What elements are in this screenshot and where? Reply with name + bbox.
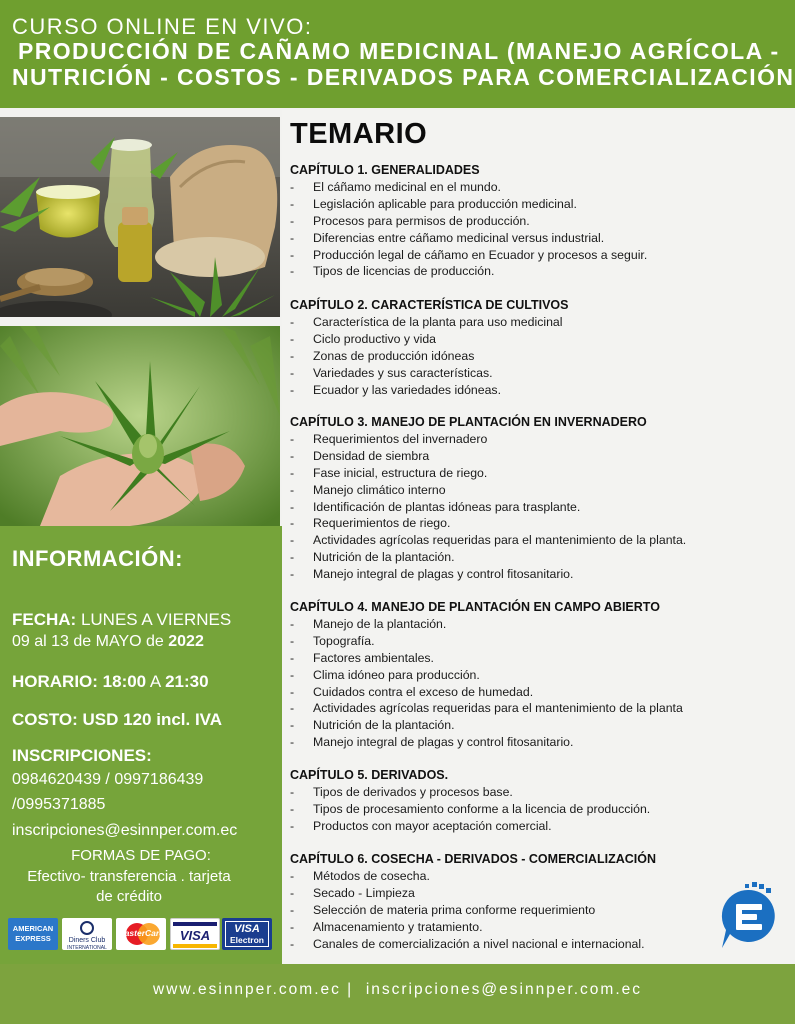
diners-line2: INTERNATIONAL: [67, 945, 107, 950]
topic-item: - Canales de comercialización a nivel nacional e internacional.: [290, 936, 790, 953]
hemp-oil-photo: [0, 117, 280, 317]
header-banner: [0, 0, 795, 108]
footer-contact-text: www.esinnper.com.ec | inscripciones@esinnper.com.ec: [152, 981, 643, 998]
fecha-dates-prefix: 09 al 13 de MAYO de: [12, 633, 169, 650]
topic-item: - Topografía.: [290, 633, 790, 650]
topic-item: - Almacenamiento y tratamiento.: [290, 919, 790, 936]
fecha-label: FECHA:: [12, 610, 77, 629]
topic-item: - Legislación aplicable para producción medicinal.: [290, 196, 790, 213]
fecha-year: 2022: [168, 633, 204, 650]
topic-item: - Clima idóneo para producción.: [290, 667, 790, 684]
topic-item: - Manejo integral de plagas y control fitosanitario.: [290, 734, 790, 751]
topic-item: - Tipos de derivados y procesos base.: [290, 784, 790, 801]
chapter-title: CAPÍTULO 2. CARACTERÍSTICA DE CULTIVOS: [290, 298, 569, 312]
topic-item: - Densidad de siembra: [290, 448, 790, 465]
topic-item: - Zonas de producción idóneas: [290, 348, 790, 365]
topic-item: - Productos con mayor aceptación comercial.: [290, 818, 790, 835]
topic-item: - Manejo de la plantación.: [290, 616, 790, 633]
topic-item: - Selección de materia prima conforme requerimiento: [290, 902, 790, 919]
topic-item: - Tipos de procesamiento conforme a la licencia de producción.: [290, 801, 790, 818]
inscripciones-label: INSCRIPCIONES:: [12, 746, 152, 765]
amex-line1: AMERICAN: [12, 924, 54, 933]
hemp-plant-hands-photo: [0, 326, 280, 526]
info-title: INFORMACIÓN:: [12, 546, 183, 571]
topic-item: - Actividades agrícolas requeridas para el mantenimiento de la planta.: [290, 532, 790, 549]
topic-item: - Factores ambientales.: [290, 650, 790, 667]
topic-item: - Identificación de plantas idóneas para trasplante.: [290, 499, 790, 516]
footer-bar: [0, 964, 795, 1024]
chapter-title: CAPÍTULO 1. GENERALIDADES: [290, 163, 480, 177]
course-title-line2: NUTRICIÓN - COSTOS - DERIVADOS PARA COMERCIALIZACIÓN: [12, 64, 795, 90]
payment-methods-line-1: Efectivo- transferencia . tarjeta: [27, 868, 231, 885]
chapter-2: [290, 297, 790, 398]
topic-item: - Cuidados contra el exceso de humedad.: [290, 684, 790, 701]
topic-item: - Ecuador y las variedades idóneas.: [290, 382, 790, 399]
fecha-line: [12, 610, 231, 630]
info-panel: [0, 526, 282, 964]
course-title-line1: PRODUCCIÓN DE CAÑAMO MEDICINAL (MANEJO AGRÍCOLA -: [18, 38, 780, 64]
topic-item: - Manejo integral de plagas y control fitosanitario.: [290, 566, 790, 583]
email-text: inscripciones@esinnper.com.ec: [12, 822, 238, 839]
horario-line: [12, 672, 209, 692]
course-type: CURSO ONLINE EN VIVO:: [12, 14, 313, 39]
payment-cards: [8, 916, 274, 952]
phone-line-2: /0995371885: [12, 796, 106, 813]
topic-item: - Secado - Limpieza: [290, 885, 790, 902]
electron-line2: Electron: [229, 935, 264, 945]
topic-item: - Nutrición de la plantación.: [290, 549, 790, 566]
diners-card-icon: [62, 918, 112, 950]
chapter-title: CAPÍTULO 3. MANEJO DE PLANTACIÓN EN INVERNADERO: [290, 415, 647, 429]
topic-item: - Manejo climático interno: [290, 482, 790, 499]
formas-de-pago-label: FORMAS DE PAGO:: [71, 847, 211, 864]
topic-item: - Variedades y sus características.: [290, 365, 790, 382]
chapter-title: CAPÍTULO 6. COSECHA - DERIVADOS - COMERCIALIZACIÓN: [290, 852, 656, 866]
topic-item: - Producción legal de cáñamo en Ecuador y procesos a seguir.: [290, 247, 790, 264]
fecha-value: LUNES A VIERNES: [76, 610, 232, 629]
costo-line: COSTO: USD 120 incl. IVA: [12, 710, 223, 729]
mastercard-card-icon: [116, 918, 166, 950]
topic-item: - Característica de la planta para uso medicinal: [290, 314, 790, 331]
visa-card-icon: [170, 918, 220, 950]
fecha-dates: [12, 633, 204, 651]
chapter-6: [290, 851, 790, 952]
temario-panel: [282, 110, 795, 964]
amex-line2: EXPRESS: [15, 934, 51, 943]
chapter-title: CAPÍTULO 4. MANEJO DE PLANTACIÓN EN CAMPO ABIERTO: [290, 600, 660, 614]
topic-item: - Métodos de cosecha.: [290, 868, 790, 885]
chapter-title: CAPÍTULO 5. DERIVADOS.: [290, 768, 449, 782]
topic-item: - Actividades agrícolas requeridas para el mantenimiento de la planta: [290, 700, 790, 717]
chapter-4: [290, 599, 790, 751]
topic-item: - Ciclo productivo y vida: [290, 331, 790, 348]
mastercard-label: MasterCard: [117, 928, 165, 938]
chapter-5: [290, 767, 790, 835]
horario-label: HORARIO: 18:00: [12, 672, 147, 691]
topic-item: - Requerimientos de riego.: [290, 515, 790, 532]
horario-sep: A: [146, 672, 166, 691]
esinnper-logo-icon: [716, 882, 780, 952]
amex-card-icon: [8, 918, 58, 950]
chapter-3: [290, 414, 790, 583]
topic-item: - El cáñamo medicinal en el mundo.: [290, 179, 790, 196]
visa-electron-card-icon: [222, 918, 272, 950]
topic-item: - Tipos de licencias de producción.: [290, 263, 790, 280]
topic-item: - Nutrición de la plantación.: [290, 717, 790, 734]
chapter-1: [290, 162, 790, 280]
visa-label: VISA: [179, 928, 211, 943]
topic-item: - Diferencias entre cáñamo medicinal versus industrial.: [290, 230, 790, 247]
topic-item: - Fase inicial, estructura de riego.: [290, 465, 790, 482]
phone-line-1: 0984620439 / 0997186439: [12, 771, 204, 788]
topic-item: - Requerimientos del invernadero: [290, 431, 790, 448]
topic-item: - Procesos para permisos de producción.: [290, 213, 790, 230]
diners-line1: Diners Club: [68, 937, 106, 944]
payment-methods-line-2: de crédito: [96, 888, 162, 905]
electron-line1: VISA: [234, 923, 260, 935]
horario-end: 21:30: [165, 672, 209, 691]
temario-title: TEMARIO: [290, 118, 428, 150]
